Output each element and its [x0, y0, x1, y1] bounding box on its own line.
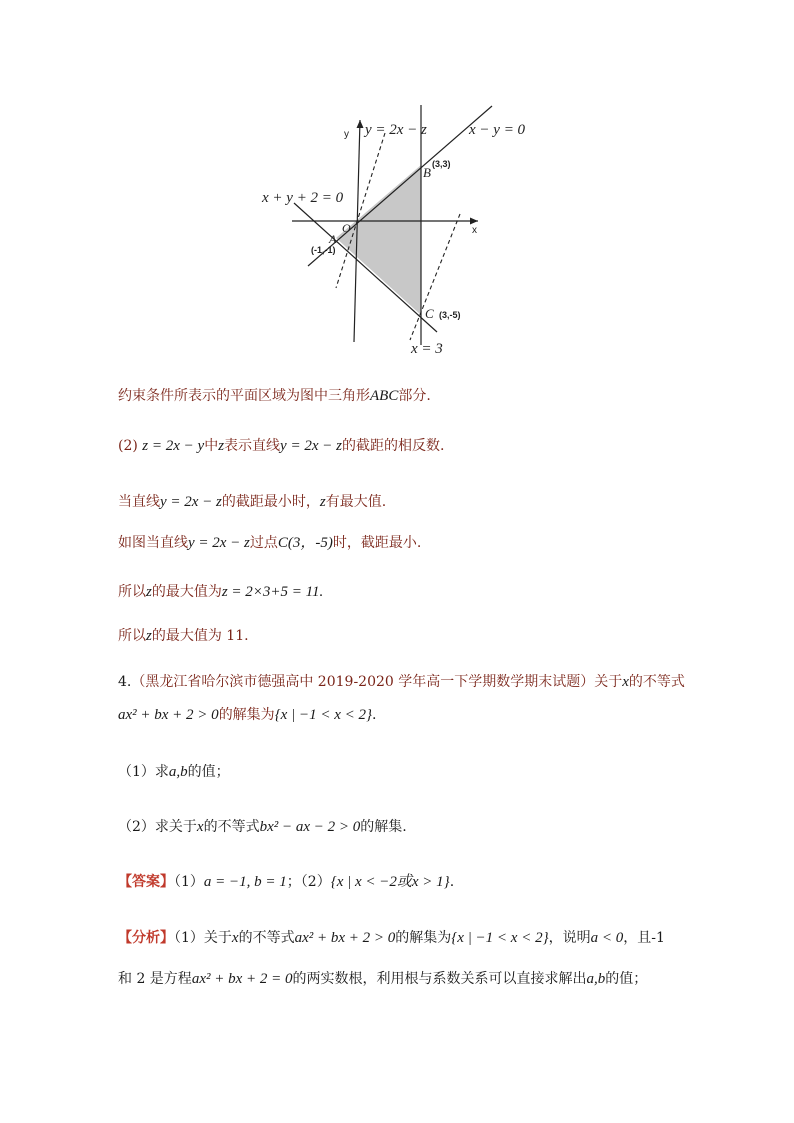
- text-line-min-intercept: [118, 492, 386, 512]
- label-point-a: A: [329, 232, 337, 246]
- region-text: 约束条件所表示的平面区域为图中三角形: [118, 388, 370, 404]
- analysis-tag: 【分析】: [118, 930, 174, 946]
- part2-mid2: 表示直线: [224, 438, 281, 454]
- sub2-text: 求关于: [154, 819, 197, 835]
- answer-separator: ；（2）: [286, 874, 331, 890]
- origin-label: O: [342, 221, 351, 235]
- question-x: x: [622, 674, 629, 690]
- analysis2-mid: 的两实数根，利用根与系数关系可以直接求解出: [292, 971, 587, 987]
- question-source: （黑龙江省哈尔滨市德强高中 2019-2020 学年高一下学期数学期末试题）关于: [131, 674, 623, 690]
- part2-mid1: 中: [204, 438, 219, 454]
- sub2-x: x: [196, 819, 204, 835]
- answer-dot: .: [449, 874, 455, 890]
- through-mid: 过点: [249, 535, 278, 551]
- analysis-mid2: 的解集为: [395, 930, 452, 946]
- answer-line: [118, 872, 454, 892]
- part2-tail: 的截距的相反数.: [341, 438, 445, 454]
- maxv-z: z: [146, 628, 152, 644]
- axis-y-label: y: [344, 129, 349, 140]
- analysis-mid3: ，说明: [548, 930, 591, 946]
- q4-solution-set: {x | −1 < x < 2}: [274, 707, 372, 723]
- q4-dot: .: [372, 707, 377, 723]
- label-point-c-coord: (3,-5): [439, 310, 461, 320]
- linear-programming-figure: [0, 0, 794, 370]
- sub2-math: bx² − ax − 2 > 0: [259, 819, 361, 835]
- analysis-line-2: [118, 969, 647, 989]
- question-number: 4.: [118, 674, 132, 690]
- subquestion-1: [118, 762, 230, 782]
- answer-part1-math: a = −1, b = 1: [203, 874, 287, 890]
- min-equation: y = 2x − z: [160, 494, 222, 510]
- analysis2-equation: ax² + bx + 2 = 0: [191, 971, 293, 987]
- q4-inequality: ax² + bx + 2 > 0: [118, 707, 219, 723]
- min-head: 当直线: [118, 494, 160, 510]
- analysis-inequality: ax² + bx + 2 > 0: [294, 930, 396, 946]
- sub2-number: （2）: [118, 819, 155, 835]
- text-line-part2: [118, 436, 444, 456]
- through-equation: y = 2x − z: [188, 535, 250, 551]
- min-z: z: [319, 494, 326, 510]
- axis-x-label: x: [472, 225, 477, 236]
- question-4-inequality: [118, 705, 376, 725]
- analysis-mid1: 的不等式: [238, 930, 295, 946]
- analysis-set: {x | −1 < x < 2}: [451, 930, 549, 946]
- sub2-mid: 的不等式: [203, 819, 260, 835]
- min-tail: 有最大值.: [325, 494, 387, 510]
- x-axis-arrow: [470, 218, 478, 225]
- question-4-header: [118, 672, 685, 692]
- question-tail: 的不等式: [628, 674, 685, 690]
- part2-number: (2): [118, 438, 138, 454]
- max-mid: 的最大值为: [151, 584, 222, 600]
- maxv-tail: 的最大值为 11.: [151, 628, 249, 644]
- analysis2-head: 和 2 是方程: [118, 971, 192, 987]
- label-point-c: C: [425, 306, 434, 321]
- text-line-through-c: [118, 533, 421, 553]
- answer-part2-set: {x | x < −2或x > 1}: [330, 874, 450, 890]
- answer-tag: 【答案】: [118, 874, 174, 890]
- label-y-2x-z: y = 2x − z: [365, 122, 427, 138]
- analysis-tail: ，且-1: [623, 930, 665, 946]
- subquestion-2: [118, 817, 407, 837]
- max-z: z: [146, 584, 152, 600]
- analysis-intro: （1）关于: [174, 930, 232, 946]
- max-equation: z = 2×3+5 = 11.: [221, 584, 324, 600]
- y-axis-arrow: [357, 120, 364, 128]
- through-head: 如图当直线: [118, 535, 188, 551]
- triangle-name: ABC: [370, 388, 399, 404]
- through-tail: 时，截距最小.: [332, 535, 422, 551]
- region-tail: 部分.: [398, 388, 431, 404]
- sub1-text: 求: [154, 764, 169, 780]
- sub1-number: （1）: [118, 764, 155, 780]
- maxv-head: 所以: [118, 628, 146, 644]
- sub1-math: a,b: [168, 764, 188, 780]
- sub2-tail: 的解集.: [360, 819, 407, 835]
- q4-mid: 的解集为: [218, 707, 275, 723]
- text-line-max-calc: [118, 582, 323, 602]
- text-line-region: [118, 386, 431, 406]
- analysis-line-1: [118, 928, 665, 948]
- label-x-y-0: x − y = 0: [469, 122, 526, 138]
- analysis-condition: a < 0: [590, 930, 624, 946]
- feasible-region-triangle: [336, 165, 421, 315]
- part2-z: z: [218, 438, 225, 454]
- analysis2-ab: a,b: [586, 971, 606, 987]
- through-point: C(3，-5): [277, 535, 333, 551]
- analysis2-tail: 的值；: [605, 971, 648, 987]
- label-point-a-coord: (-1,-1): [311, 245, 336, 255]
- min-mid: 的截距最小时，: [221, 494, 320, 510]
- label-x-3: x = 3: [411, 341, 443, 357]
- answer-part1-label: （1）: [174, 874, 204, 890]
- max-head: 所以: [118, 584, 146, 600]
- label-point-b: B: [423, 165, 431, 180]
- sub1-tail: 的值；: [187, 764, 230, 780]
- label-x-y-2: x + y + 2 = 0: [262, 190, 344, 206]
- analysis-x: x: [231, 930, 239, 946]
- text-line-max-value: [118, 626, 249, 646]
- part2-equation-line: y = 2x − z: [280, 438, 342, 454]
- part2-equation-z: z = 2x − y: [142, 438, 205, 454]
- label-point-b-coord: (3,3): [432, 159, 451, 169]
